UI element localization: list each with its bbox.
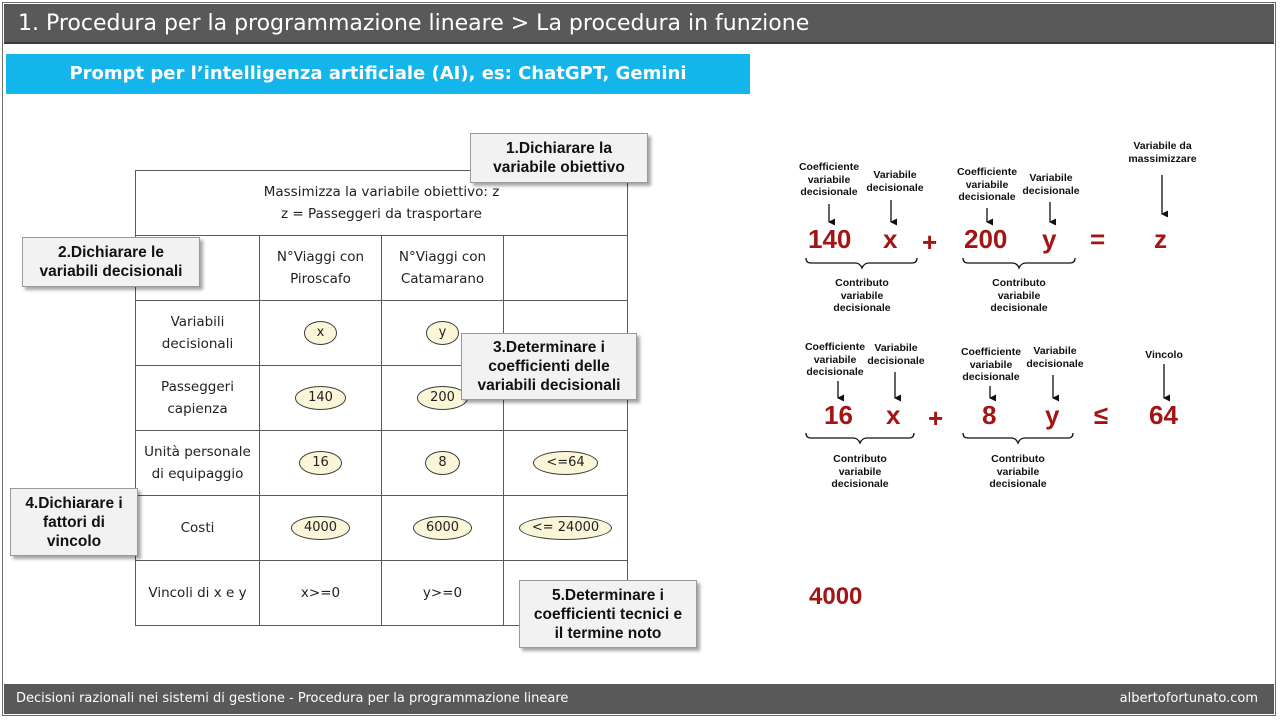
callout-step-5-line3: il termine noto — [554, 624, 662, 642]
value-ellipse: <=64 — [533, 451, 597, 475]
label-line: variabile — [997, 289, 1041, 302]
cost-value: 4000 — [809, 583, 863, 610]
eq2-plus: + — [928, 403, 944, 433]
eq2-coef1: 16 — [824, 400, 853, 430]
label-line: variabile — [969, 358, 1013, 371]
label-line: decisionale — [806, 366, 864, 378]
label-line: decisionale — [833, 302, 891, 314]
label-variabile — [1020, 345, 1090, 370]
callout-step-5-line2: coefficienti tecnici e — [533, 605, 683, 623]
callout-step-5-line1: 5.Determinare i — [551, 586, 664, 604]
brace-icon — [963, 433, 1073, 443]
label-contributo — [982, 453, 1054, 491]
label-line: decisionale — [1026, 357, 1084, 370]
value-ellipse: 6000 — [413, 516, 472, 540]
label-contributo — [983, 277, 1055, 315]
eq1-var1: x — [883, 224, 898, 254]
row-label-line2: di equipaggio — [151, 466, 244, 482]
row-label-line1: Vincoli di x e y — [148, 585, 247, 601]
callout-step-2-line1: 2.Dichiarare le — [58, 244, 164, 261]
label-line: Contributo — [833, 453, 887, 465]
value-ellipse: 200 — [417, 386, 468, 410]
label-line: decisionale — [962, 371, 1020, 383]
eq2-leq: ≤ — [1094, 400, 1109, 430]
label-line: Variabile — [1033, 345, 1077, 357]
row-label-line2: decisionali — [161, 336, 234, 352]
row-label-line1: Variabili — [170, 314, 225, 330]
label-line: variabile — [807, 173, 851, 186]
value-ellipse: y — [426, 321, 460, 345]
label-coefficiente — [956, 346, 1026, 384]
eq1-coef1: 140 — [808, 224, 852, 254]
label-vincolo: Vincolo — [1145, 349, 1183, 361]
label-line: Variabile da — [1133, 140, 1192, 152]
brace-icon — [806, 433, 914, 443]
label-line: decisionale — [990, 302, 1048, 314]
label-line: Variabile — [1029, 172, 1073, 184]
label-line: variabile — [965, 178, 1009, 191]
label-line: Contributo — [835, 277, 889, 289]
label-line: Coefficiente — [956, 166, 1018, 178]
label-line: decisionale — [958, 191, 1016, 203]
row-label-line1: Costi — [180, 520, 215, 536]
label-coefficiente — [800, 341, 870, 379]
label-line: variabile — [813, 353, 857, 366]
eq2-result: 64 — [1149, 400, 1178, 430]
callout-step-1-line2: variabile obiettivo — [493, 159, 625, 176]
value-ellipse: 16 — [299, 451, 342, 475]
eq2-coef2: 8 — [982, 400, 997, 430]
callout-step-4-line3: vincolo — [46, 532, 102, 550]
eq1-result: z — [1154, 224, 1167, 254]
label-line: decisionale — [866, 181, 924, 194]
objective-line-2: z = Passeggeri da trasportare — [281, 206, 482, 222]
callout-step-3-line2: coefficienti delle — [488, 358, 610, 375]
label-line: Contributo — [991, 453, 1045, 465]
brace-icon — [806, 258, 917, 268]
value-ellipse: 4000 — [291, 516, 350, 540]
label-contributo — [826, 277, 898, 315]
value-ellipse: x — [304, 321, 338, 345]
brace-icon — [963, 258, 1075, 268]
label-variabile — [1016, 172, 1086, 197]
label-line: Contributo — [992, 277, 1046, 289]
value-ellipse: 140 — [295, 386, 346, 410]
label-line: Coefficiente — [804, 341, 866, 353]
callout-step-3-line1: 3.Determinare i — [492, 339, 605, 356]
callout-step-4-line1: 4.Dichiarare i — [25, 494, 123, 512]
label-line: Variabile — [873, 169, 917, 181]
eq1-var2: y — [1042, 224, 1057, 254]
label-line: variabile — [838, 465, 882, 478]
col-header-catamarano-line2: Catamarano — [400, 271, 485, 287]
label-line: decisionale — [800, 186, 858, 198]
label-line: Variabile — [874, 342, 918, 354]
footer-caption: Decisioni razionali nei sistemi di gestione - Procedura per la programmazione lineare — [16, 691, 569, 706]
label-line: Coefficiente — [960, 346, 1022, 358]
table-cell: y>=0 — [382, 561, 504, 626]
footer-site: albertofortunato.com — [1119, 691, 1258, 706]
col-header-catamarano-line1: N°Viaggi con — [398, 249, 487, 265]
eq1-coef2: 200 — [964, 224, 1008, 254]
callout-step-1-line1: 1.Dichiarare la — [506, 140, 612, 157]
label-coefficiente — [794, 161, 864, 199]
eq2-var2: y — [1045, 400, 1060, 430]
objective-line-1: Massimizza la variabile obiettivo: z — [263, 184, 500, 200]
value-ellipse: 8 — [425, 451, 459, 475]
label-line: Coefficiente — [798, 161, 860, 173]
label-line: massimizzare — [1128, 152, 1197, 165]
value-ellipse: <= 24000 — [519, 516, 612, 540]
eq1-plus: + — [922, 227, 938, 257]
col-header-piroscafo-line1: N°Viaggi con — [276, 249, 365, 265]
label-line: decisionale — [867, 354, 925, 367]
label-line: decisionale — [1022, 184, 1080, 197]
eq2-var1: x — [886, 400, 901, 430]
row-label-line1: Unità personale — [144, 444, 251, 460]
prompt-banner: Prompt per l’intelligenza artificiale (AI), es: ChatGPT, Gemini — [6, 54, 750, 94]
label-variabile-obiettivo — [1125, 140, 1200, 165]
label-line: decisionale — [989, 478, 1047, 490]
footer-bar — [4, 684, 1274, 714]
callout-step-3-line3: variabili decisionali — [477, 377, 621, 394]
callout-step-4-line2: fattori di — [42, 513, 105, 531]
col-header-piroscafo-line2: Piroscafo — [290, 271, 351, 287]
label-line: variabile — [840, 289, 884, 302]
table-cell: x>=0 — [260, 561, 382, 626]
slide-title: 1. Procedura per la programmazione lineare > La procedura in funzione — [4, 4, 1274, 44]
label-line: decisionale — [831, 478, 889, 490]
callout-step-2-line2: variabili decisionali — [39, 263, 183, 280]
label-coefficiente — [952, 166, 1022, 204]
label-line: variabile — [996, 465, 1040, 478]
label-variabile — [861, 342, 931, 367]
eq1-equals: = — [1090, 224, 1106, 254]
label-variabile — [860, 169, 930, 194]
row-label-line2: capienza — [167, 401, 228, 417]
label-contributo — [824, 453, 896, 491]
row-label-line1: Passeggeri — [161, 379, 234, 395]
